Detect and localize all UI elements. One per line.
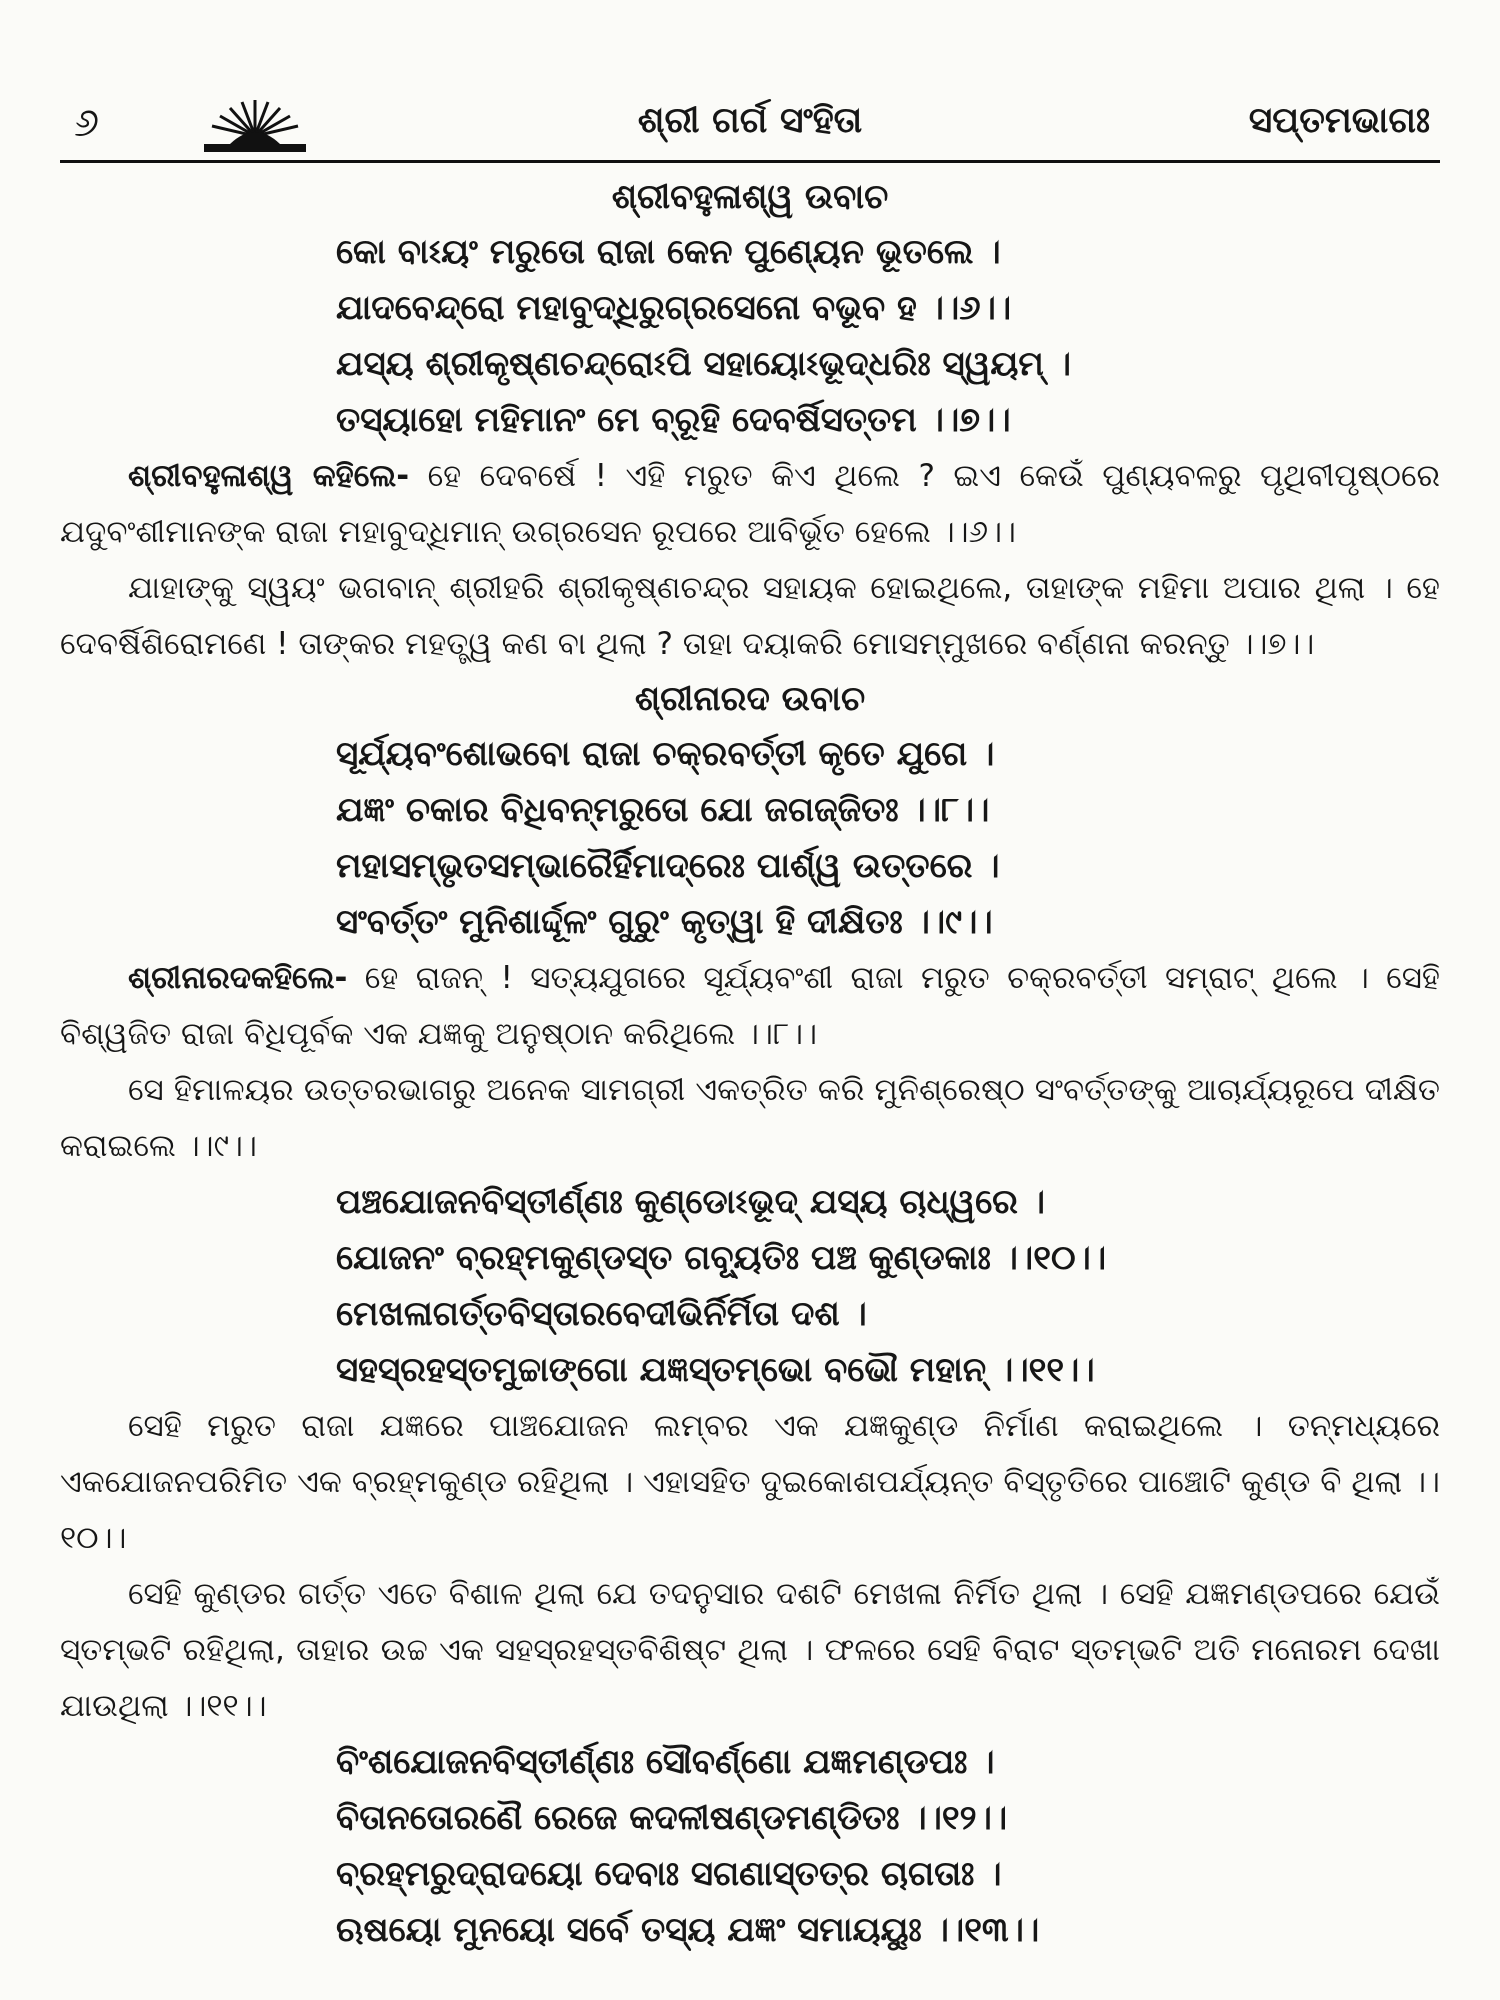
verse-line: ବିଂଶଯୋଜନବିସ୍ତୀର୍ଣ୍ଣଃ ସୌବର୍ଣ୍ଣୋ ଯଜ୍ଞମଣ୍ଡପଃ ।: [336, 1742, 995, 1782]
verse-line: କୋ ବାଽୟଂ ମରୁତୋ ରାଜା କେନ ପୁଣ୍ୟେନ ଭୂତଲେ ।: [336, 232, 1001, 272]
translation-paragraph: ଯାହାଙ୍କୁ ସ୍ୱୟଂ ଭଗବାନ୍ ଶ୍ରୀହରି ଶ୍ରୀକୃଷ୍ଣଚନ୍ଦ୍ର ସହାୟକ ହୋଇଥିଲେ, ତାହାଙ୍କ ମହିମା ଅପାର ଥିଲା । ହେ ଦେବର୍ଷିଶିରୋମଣେ ! ତାଙ୍କର ମହତ୍ତ୍ୱ କଣ ବା ଥିଲା ? ତାହା ଦୟାକରି ମୋସମ୍ମୁଖରେ ବର୍ଣ୍ଣନା କରନ୍ତୁ ।।୭।।: [60, 570, 1440, 662]
verse-line: ପଞ୍ଚଯୋଜନବିସ୍ତୀର୍ଣ୍ଣଃ କୁଣ୍ଡୋଽଭୂଦ୍ ଯସ୍ୟ ଚାଧ୍ୱରେ ।: [336, 1182, 1046, 1222]
translation-paragraph: ସେହି କୁଣ୍ଡର ଗର୍ତ୍ତ ଏତେ ବିଶାଳ ଥିଲା ଯେ ତଦନୁସାର ଦଶଟି ମେଖଳା ନିର୍ମିତ ଥିଲା । ସେହି ଯଜ୍ଞମଣ୍ଡପରେ ଯେଉଁ ସ୍ତମ୍ଭଟି ରହିଥିଲା, ତାହାର ଉଚ୍ଚ ଏକ ସହସ୍ରହସ୍ତବିଶିଷ୍ଟ ଥିଲା । ଫଳରେ ସେହି ବିରାଟ ସ୍ତମ୍ଭଟି ଅତି ମନୋରମ ଦେଖା ଯାଉଥିଲା ।।୧୧।।: [60, 1576, 1440, 1724]
verse-line: ସହସ୍ରହସ୍ତମୁଚ୍ଚାଙ୍ଗୋ ଯଜ୍ଞସ୍ତମ୍ଭୋ ବଭୌ ମହାନ୍ ।।୧୧।।: [336, 1350, 1095, 1390]
verse-line: ତସ୍ୟାହୋ ମହିମାନଂ ମେ ବ୍ରୂହି ଦେବର୍ଷିସତ୍ତମ ।।୭।।: [336, 400, 1011, 440]
translation-paragraph: ସେହି ମରୁତ ରାଜା ଯଜ୍ଞରେ ପାଞ୍ଚଯୋଜନ ଲମ୍ବର ଏକ ଯଜ୍ଞକୁଣ୍ଡ ନିର୍ମାଣ କରାଇଥିଲେ । ତନ୍ମଧ୍ୟରେ ଏକଯୋଜନପରିମିତ ଏକ ବ୍ରହ୍ମକୁଣ୍ଡ ରହିଥିଲା । ଏହାସହିତ ଦୁଇକୋଶପର୍ଯ୍ୟନ୍ତ ବିସ୍ତୃତିରେ ପାଞ୍ଚୋଟି କୁଣ୍ଡ ବି ଥିଲା ।।୧୦।।: [60, 1408, 1440, 1556]
verse-line: ଯାଦବେନ୍ଦ୍ରୋ ମହାବୁଦ୍ଧିରୁଗ୍ରସେନୋ ବଭୂବ ହ ।।୬।।: [336, 288, 1012, 328]
part-label: ସପ୍ତମଭାଗଃ: [1248, 100, 1430, 141]
verse-line: ସଂବର୍ତ୍ତଂ ମୁନିଶାର୍ଦ୍ଦୂଳଂ ଗୁରୁଂ କୃତ୍ୱା ହି ଦୀକ୍ଷିତଃ ।।୯।।: [336, 902, 993, 942]
verse-line: ମହାସମ୍ଭୃତସମ୍ଭାରୈର୍ହିମାଦ୍ରେଃ ପାର୍ଶ୍ୱ ଉତ୍ତରେ ।: [336, 846, 1000, 886]
verse-line: ଯଜ୍ଞଂ ଚକାର ବିଧିବନ୍ମରୁତୋ ଯୋ ଜଗଜ୍ଜିତଃ ।।୮।।: [336, 790, 990, 830]
translation-paragraph: ସେ ହିମାଳୟର ଉତ୍ତରଭାଗରୁ ଅନେକ ସାମଗ୍ରୀ ଏକତ୍ରିତ କରି ମୁନିଶ୍ରେଷ୍ଠ ସଂବର୍ତ୍ତଙ୍କୁ ଆଚାର୍ଯ୍ୟରୂପେ ଦୀକ୍ଷିତ କରାଇଲେ ।।୯।।: [60, 1072, 1440, 1164]
verse-line: ମେଖଳାଗର୍ତ୍ତବିସ୍ତାରବେଦୀଭିର୍ନିର୍ମିତା ଦଶ ।: [336, 1294, 867, 1334]
verse-line: ବ୍ରହ୍ମରୁଦ୍ରାଦୟୋ ଦେବାଃ ସଗଣାସ୍ତତ୍ର ଚାଗତାଃ ।: [336, 1854, 1002, 1894]
book-title: ଶ୍ରୀ ଗର୍ଗ ସଂହିତା: [637, 100, 863, 141]
verse-line: ଯୋଜନଂ ବ୍ରହ୍ମକୁଣ୍ଡସ୍ତ ଗବ୍ୟୂତିଃ ପଞ୍ଚ କୁଣ୍ଡକାଃ ।।୧୦।।: [336, 1238, 1107, 1278]
page-header: [60, 96, 1440, 160]
paragraph-text: ହେ ରାଜନ୍ ! ସତ୍ୟଯୁଗରେ ସୂର୍ଯ୍ୟବଂଶୀ ରାଜା ମରୁତ ଚକ୍ରବର୍ତ୍ତୀ ସମ୍ରାଟ୍ ଥିଲେ । ସେହି ବିଶ୍ୱଜିତ ରାଜା ବିଧିପୂର୍ବକ ଏକ ଯଜ୍ଞକୁ ଅନୁଷ୍ଠାନ କରିଥିଲେ ।।୮।।: [60, 960, 1440, 1052]
header-rule: [60, 160, 1440, 163]
verse-line: ଋଷୟୋ ମୁନୟୋ ସର୍ବେ ତସ୍ୟ ଯଜ୍ଞଂ ସମାୟୟୁଃ ।।୧୩।।: [336, 1910, 1040, 1950]
speaker-heading: ଶ୍ରୀବହୁଳାଶ୍ୱ ଉବାଚ: [611, 177, 889, 217]
translation-paragraph: [60, 448, 1440, 560]
verse-line: ଯସ୍ୟ ଶ୍ରୀକୃଷ୍ଣଚନ୍ଦ୍ରୋଽପି ସହାୟୋଽଭୂଦ୍ଧରିଃ ସ୍ୱୟମ୍ ।: [336, 344, 1071, 384]
paragraph-text: ହେ ଦେବର୍ଷେ ! ଏହି ମରୁତ କିଏ ଥିଲେ ? ଇଏ କେଉଁ ପୁଣ୍ୟବଳରୁ ପୃଥିବୀପୃଷ୍ଠରେ ଯଦୁବଂଶୀମାନଙ୍କ ରାଜା ମହାବୁଦ୍ଧିମାନ୍ ଉଗ୍ରସେନ ରୂପରେ ଆବିର୍ଭୂତ ହେଲେ ।।୬।।: [60, 458, 1440, 550]
verse-line: ସୂର୍ଯ୍ୟବଂଶୋଭବୋ ରାଜା ଚକ୍ରବର୍ତ୍ତୀ କୃତେ ଯୁଗେ ।: [336, 734, 995, 774]
verse-line: ବିତାନତୋରଣୈ ରେଜେ କଦଳୀଷଣ୍ଡମଣ୍ଡିତଃ ।।୧୨।।: [336, 1798, 1008, 1838]
page-body: [60, 170, 1440, 1958]
speaker-label: ଶ୍ରୀନାରଦକହିଲେ-: [128, 960, 348, 996]
speaker-label: ଶ୍ରୀବହୁଳାଶ୍ୱ କହିଲେ-: [128, 458, 410, 494]
translation-paragraph: [60, 950, 1440, 1062]
page-number: ୬: [74, 100, 100, 146]
speaker-heading: ଶ୍ରୀନାରଦ ଉବାଚ: [634, 679, 866, 719]
